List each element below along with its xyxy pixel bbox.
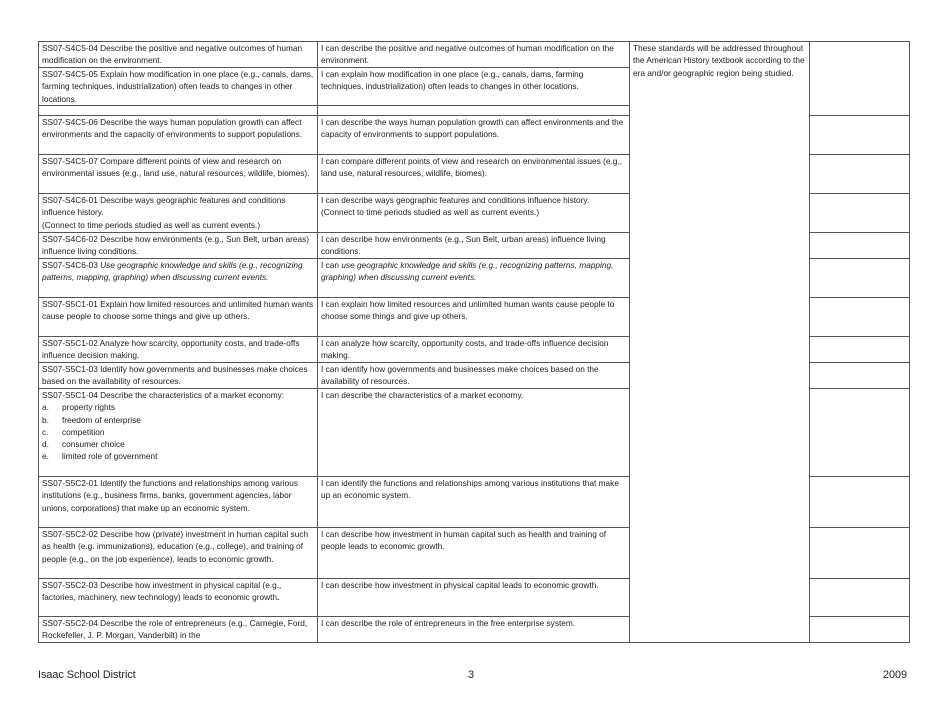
standard-cell: SS07-S4C6-02 Describe how environments (e.g., Sun Belt, urban areas) influence living conditions. (39, 233, 318, 259)
check-cell (810, 116, 910, 155)
standard-cell (39, 579, 318, 617)
list-letter: b. (42, 414, 49, 425)
footer-page-number: 3 (468, 669, 475, 681)
standard-cell: SS07-S5C1-02 Analyze how scarcity, opportunity costs, and trade-offs influence decision making. (39, 337, 318, 363)
standard-text: SS07-S4C6-01 Describe ways geographic features and conditions influence history. (42, 195, 286, 218)
standard-cell: SS07-S5C1-03 Identify how governments and businesses make choices based on the availability of resources. (39, 363, 318, 389)
standard-cell: SS07-S4C5-05 Explain how modification in one place (e.g., canals, dams, farming techniques, industrialization) often leads to changes in other locations. (39, 68, 318, 106)
check-cell (810, 42, 910, 116)
characteristics-list (42, 401, 314, 462)
standards-table-container (38, 41, 909, 643)
i-can-cell: I can identify the functions and relationships among various institutions that make up an economic system. (318, 477, 630, 528)
standard-cell: SS07-S5C2-01 Identify the functions and relationships among various institutions (e.g., business firms, banks, government agencies, labor unions, corporations) that make up an economic system. (39, 477, 318, 528)
i-can-cell: I can describe the characteristics of a market economy. (318, 389, 630, 477)
gap-cell (39, 106, 318, 116)
i-can-cell: I can describe the positive and negative outcomes of human modification on the environment. (318, 42, 630, 68)
check-cell (810, 194, 910, 233)
list-letter: a. (42, 402, 49, 413)
i-can-cell: I can compare different points of view and research on environmental issues (e.g., land use, natural resources, wildlife, biomes). (318, 155, 630, 194)
check-cell (810, 528, 910, 579)
list-item (42, 450, 314, 462)
standard-cell: SS07-S5C1-01 Explain how limited resources and unlimited human wants cause people to choose some things and give up others. (39, 298, 318, 337)
i-can-cell: I can describe how investment in human capital such as health and training of people leads to economic growth. (318, 528, 630, 579)
footer-year: 2009 (882, 669, 907, 681)
i-can-prefix: I can (321, 260, 339, 270)
check-cell (810, 259, 910, 298)
standard-note: (Connect to time periods studied as well as current events.) (42, 219, 261, 230)
check-cell (810, 298, 910, 337)
note-cell: These standards will be addressed throughout the American History textbook according to the era and/or geographic region being studied. (630, 42, 810, 643)
list-item (42, 414, 314, 426)
standard-end-mark: . (277, 592, 280, 603)
list-letter: c. (42, 426, 49, 437)
standard-cell: SS07-S5C2-02 Describe how (private) investment in human capital such as health (e.g. immunizations), education (e.g., college), and training of people (e.g., on the job experience), leads to economic growth. (39, 528, 318, 579)
i-can-cell: I can analyze how scarcity, opportunity costs, and trade-offs influence decision making. (318, 337, 630, 363)
i-can-cell: I can describe how investment in physical capital leads to economic growth. (318, 579, 630, 617)
standard-cell (39, 259, 318, 298)
gap-cell (318, 106, 630, 116)
list-text: consumer choice (62, 439, 125, 450)
footer-district: Isaac School District (38, 669, 136, 681)
i-can-cell: I can identify how governments and businesses make choices based on the availability of resources. (318, 363, 630, 389)
page-footer (38, 669, 909, 685)
standard-text: SS07-S5C1-04 Describe the characteristics of a market economy: (42, 390, 285, 400)
i-can-text: I can describe ways geographic features and conditions influence history. (321, 195, 590, 205)
check-cell (810, 579, 910, 617)
check-cell (810, 389, 910, 477)
standard-cell: SS07-S5C2-04 Describe the role of entrepreneurs (e.g., Carnegie, Ford, Rockefeller, J. P. Morgan, Vanderbilt) in the (39, 617, 318, 643)
i-can-note: (Connect to time periods studied as well as current events.) (321, 207, 540, 218)
i-can-italic-text: use geographic knowledge and skills (e.g., recognizing patterns, mapping, graphing) when discussing current events. (321, 260, 614, 283)
i-can-cell: I can explain how modification in one place (e.g., canals, dams, farming techniques, industrialization) often leads to changes in other locations. (318, 68, 630, 106)
check-cell (810, 477, 910, 528)
table-row (39, 42, 910, 68)
standard-cell: SS07-S4C5-04 Describe the positive and negative outcomes of human modification on the environment. (39, 42, 318, 68)
list-letter: d. (42, 439, 49, 450)
list-text: competition (62, 426, 105, 437)
list-text: freedom of enterprise (62, 414, 141, 425)
list-text: property rights (62, 402, 116, 413)
check-cell (810, 233, 910, 259)
i-can-cell: I can describe how environments (e.g., Sun Belt, urban areas) influence living conditions. (318, 233, 630, 259)
standard-cell: SS07-S4C5-07 Compare different points of view and research on environmental issues (e.g., land use, natural resources, wildlife, biomes). (39, 155, 318, 194)
check-cell (810, 155, 910, 194)
standard-italic-text: Use geographic knowledge and skills (e.g., recognizing patterns, mapping, graphing) when discussing current events. (42, 260, 303, 283)
check-cell (810, 617, 910, 643)
list-item (42, 401, 314, 413)
list-item (42, 438, 314, 450)
standards-table (38, 41, 910, 643)
check-cell (810, 337, 910, 363)
list-letter: e. (42, 451, 49, 462)
check-cell (810, 363, 910, 389)
i-can-cell (318, 259, 630, 298)
i-can-cell (318, 194, 630, 233)
i-can-cell: I can describe the role of entrepreneurs in the free enterprise system. (318, 617, 630, 643)
i-can-cell: I can describe the ways human population growth can affect environments and the capacity of environments to support populations. (318, 116, 630, 155)
standard-cell: SS07-S4C5-06 Describe the ways human population growth can affect environments and the capacity of environments to support populations. (39, 116, 318, 155)
standard-cell (39, 389, 318, 477)
list-text: limited role of government (62, 451, 158, 462)
standard-cell (39, 194, 318, 233)
standard-code: SS07-S4C6-03 (42, 260, 98, 270)
standard-text: SS07-S5C2-03 Describe how investment in physical capital (e.g., factories, machinery, new technology) leads to economic growth (42, 580, 282, 603)
i-can-cell: I can explain how limited resources and unlimited human wants cause people to choose some things and give up others. (318, 298, 630, 337)
list-item (42, 426, 314, 438)
